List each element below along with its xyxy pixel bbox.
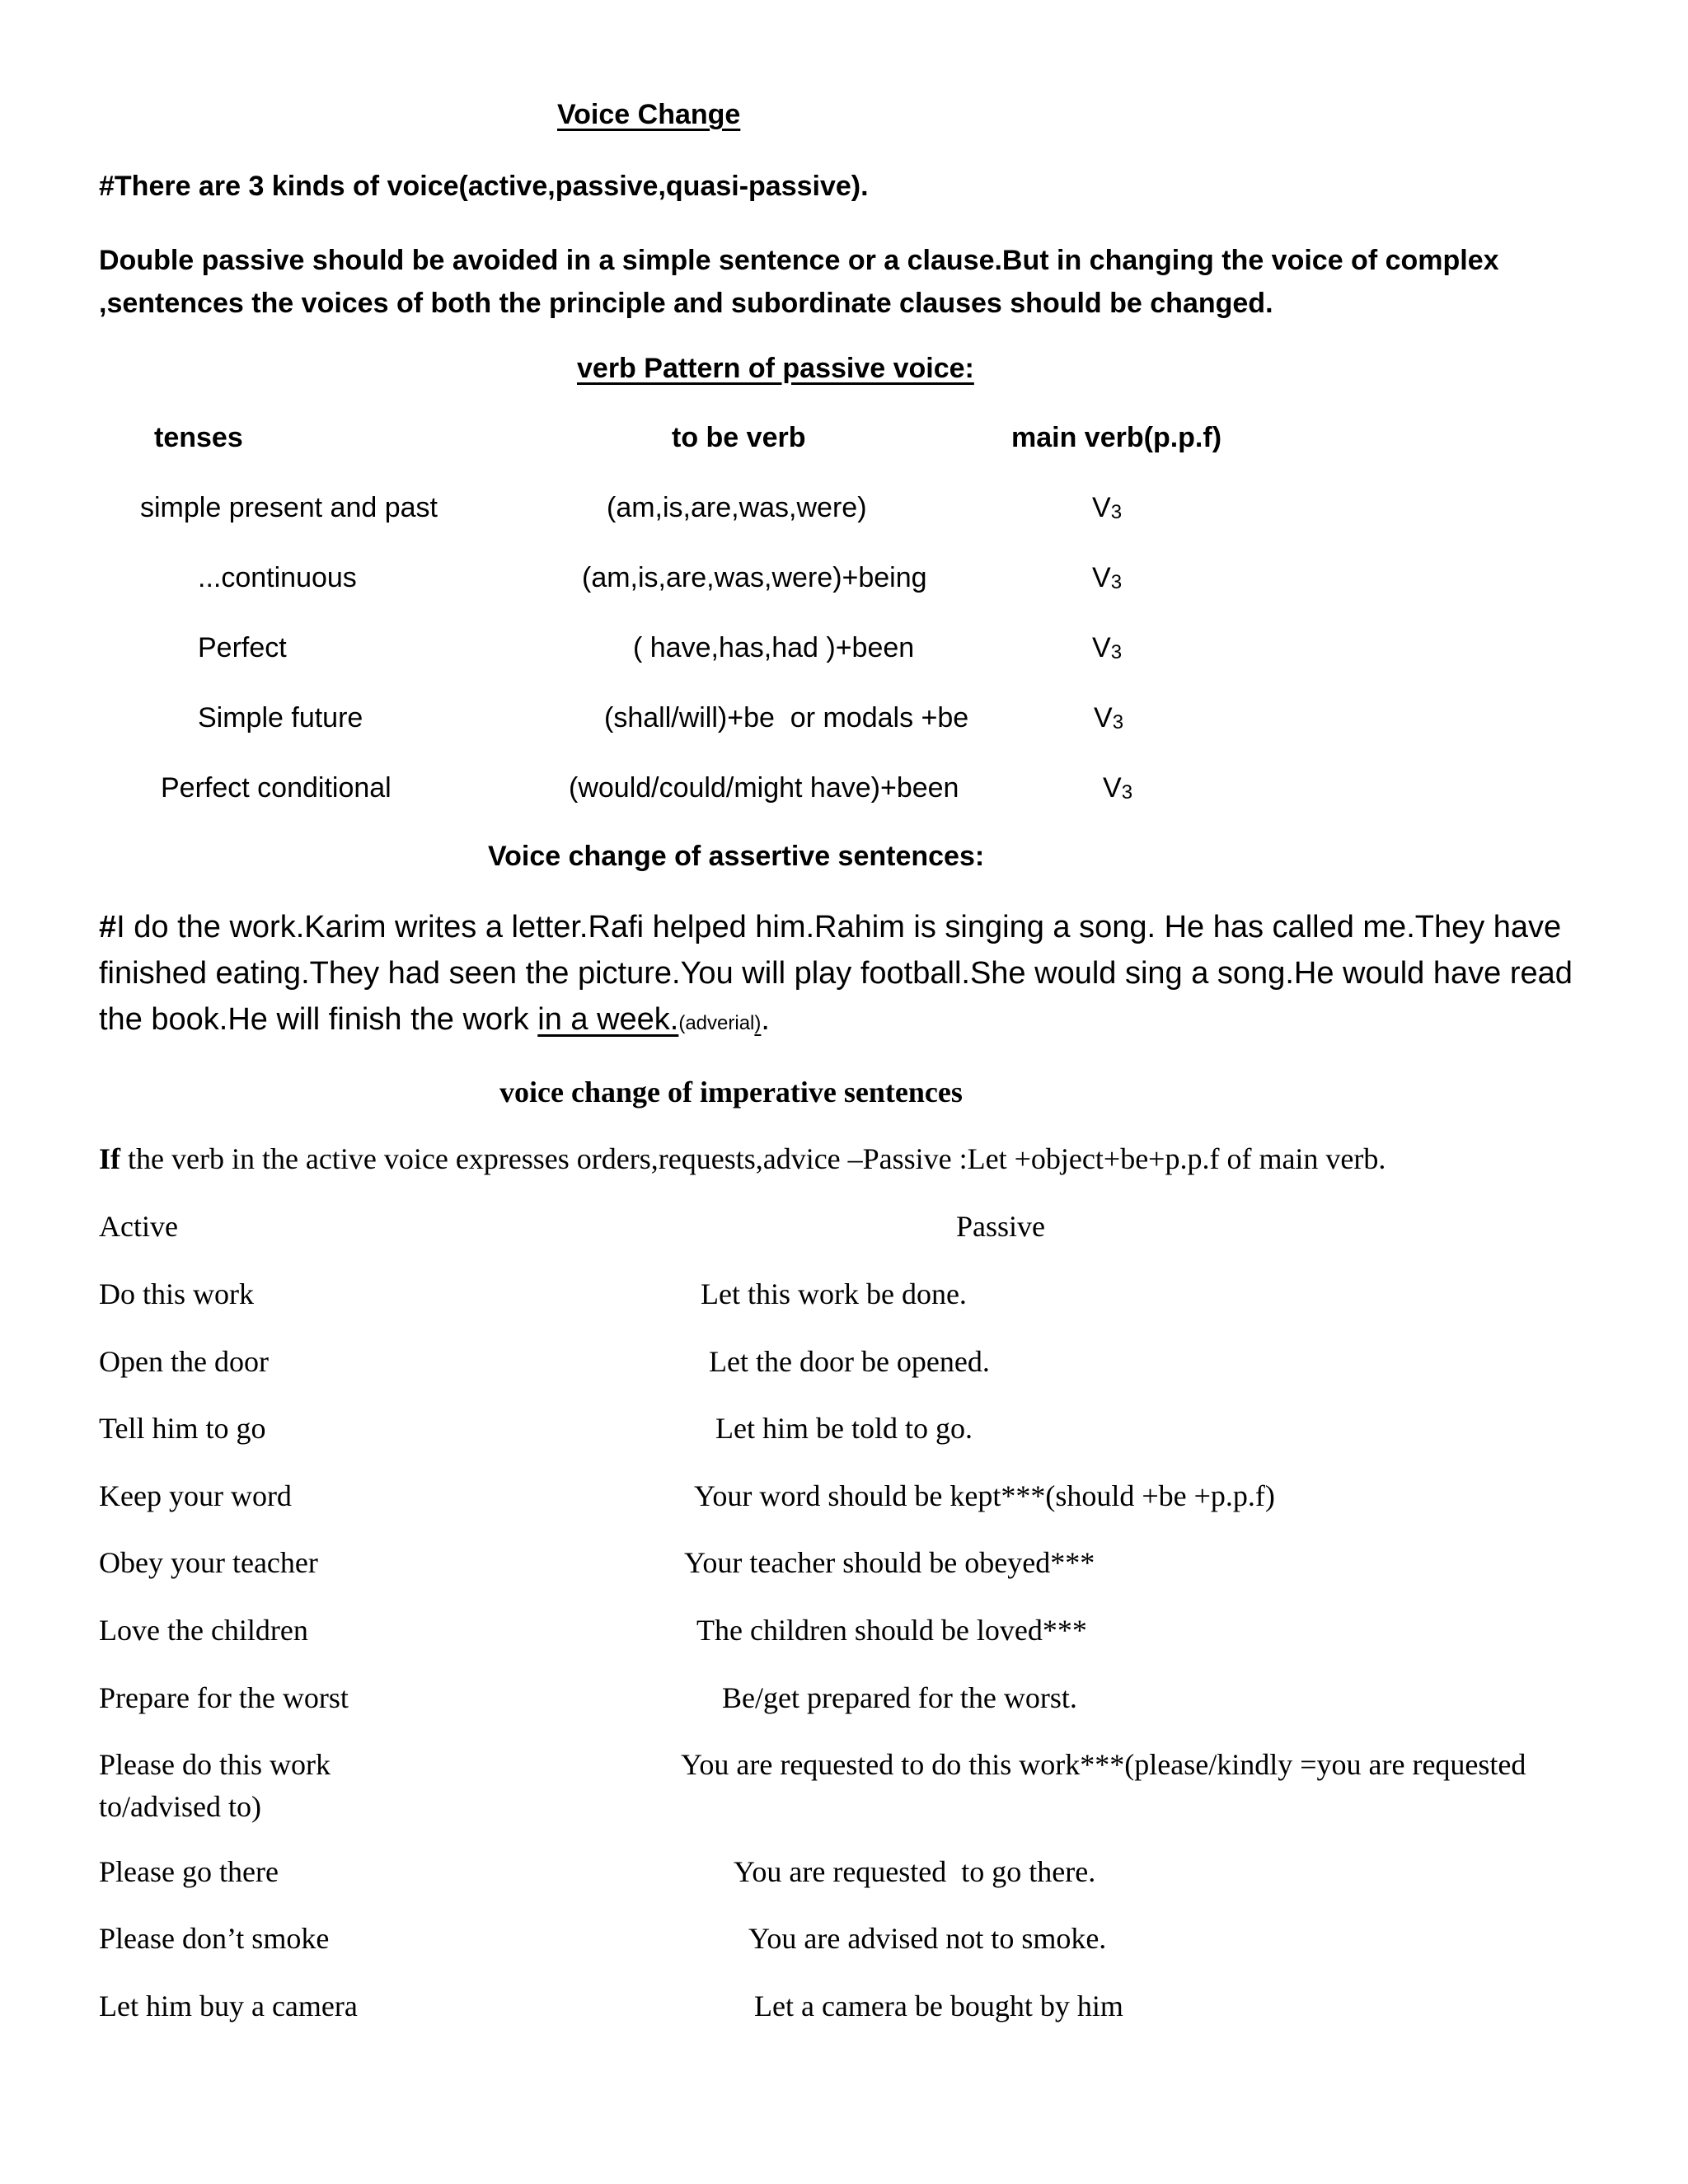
passive-sentence: Your word should be kept***(should +be +p.p.f)	[694, 1479, 1275, 1512]
header-to-be-verb: to be verb	[672, 422, 806, 453]
active-sentence: Keep your word	[99, 1479, 292, 1512]
main-verb-cell: $V_3$	[1092, 632, 1123, 663]
passive-sentence: You are advised not to smoke.	[748, 1922, 1107, 1955]
tense-cell: Simple future	[198, 702, 363, 733]
to-be-cell: (am,is,are,was,were)+being	[582, 562, 927, 593]
assertive-heading: Voice change of assertive sentences:	[488, 841, 985, 872]
passive-sentence: Let the door be opened.	[709, 1345, 990, 1378]
active-sentence: Let him buy a camera	[99, 1990, 358, 2022]
tense-cell: simple present and past	[140, 492, 438, 523]
to-be-cell: ( have,has,had )+been	[633, 632, 915, 663]
passive-sentence: Let this work be done.	[701, 1277, 967, 1310]
tense-cell: ...continuous	[198, 562, 357, 593]
assertive-examples: #I do the work.Karim writes a letter.Rafi helped him.Rahim is singing a song. He has called me.They have finished eating.They had seen the picture.You will play football.She would sing a song.He would have read the book.He will finish the work in a week.(adverial).	[99, 910, 1573, 1037]
page-title: Voice Change	[557, 99, 741, 130]
passive-sentence: Let him be told to go.	[715, 1412, 973, 1445]
kinds-note: #There are 3 kinds of voice(active,passive,quasi-passive).	[99, 171, 869, 202]
active-sentence: Obey your teacher	[99, 1546, 318, 1579]
double-passive-note: Double passive should be avoided in a simple sentence or a clause.But in changing the voice of complex ,sentences the voices of both the principle and subordinate clauses should be changed.	[99, 245, 1499, 319]
passive-sentence-continuation: to/advised to)	[99, 1790, 261, 1823]
imperative-rule: If the verb in the active voice expresses orders,requests,advice –Passive :Let +object+be+p.p.f of main verb.	[99, 1142, 1386, 1175]
main-verb-cell: $V_3$	[1092, 492, 1123, 523]
active-sentence: Prepare for the worst	[99, 1681, 349, 1714]
imperative-heading: voice change of imperative sentences	[499, 1076, 963, 1108]
passive-sentence: You are requested to go there.	[734, 1855, 1096, 1888]
active-sentence: Open the door	[99, 1345, 269, 1378]
active-sentence: Tell him to go	[99, 1412, 266, 1445]
to-be-cell: (shall/will)+be or modals +be	[604, 702, 969, 733]
column-active: Active	[99, 1210, 178, 1243]
main-verb-cell: $V_3$	[1094, 702, 1124, 733]
column-passive: Passive	[956, 1210, 1045, 1243]
header-main-verb: main verb(p.p.f)	[1011, 422, 1222, 453]
active-sentence: Love the children	[99, 1614, 308, 1647]
main-verb-cell: $V_3$	[1092, 562, 1123, 593]
passive-sentence: Your teacher should be obeyed***	[684, 1546, 1095, 1579]
tense-cell: Perfect	[198, 632, 287, 663]
to-be-cell: (am,is,are,was,were)	[607, 492, 867, 523]
verb-pattern-heading: verb Pattern of passive voice:	[577, 353, 974, 384]
active-sentence: Please do this work	[99, 1748, 331, 1781]
active-sentence: Please don’t smoke	[99, 1922, 330, 1955]
passive-sentence: The children should be loved***	[696, 1614, 1087, 1647]
header-tenses: tenses	[154, 422, 243, 453]
passive-sentence: You are requested to do this work***(please/kindly =you are requested	[681, 1748, 1526, 1781]
active-sentence: Do this work	[99, 1277, 254, 1310]
main-verb-cell: $V_3$	[1103, 772, 1133, 804]
passive-sentence: Let a camera be bought by him	[754, 1990, 1123, 2022]
active-sentence: Please go there	[99, 1855, 279, 1888]
passive-sentence: Be/get prepared for the worst.	[722, 1681, 1077, 1714]
tense-cell: Perfect conditional	[161, 772, 392, 804]
to-be-cell: (would/could/might have)+been	[569, 772, 959, 804]
